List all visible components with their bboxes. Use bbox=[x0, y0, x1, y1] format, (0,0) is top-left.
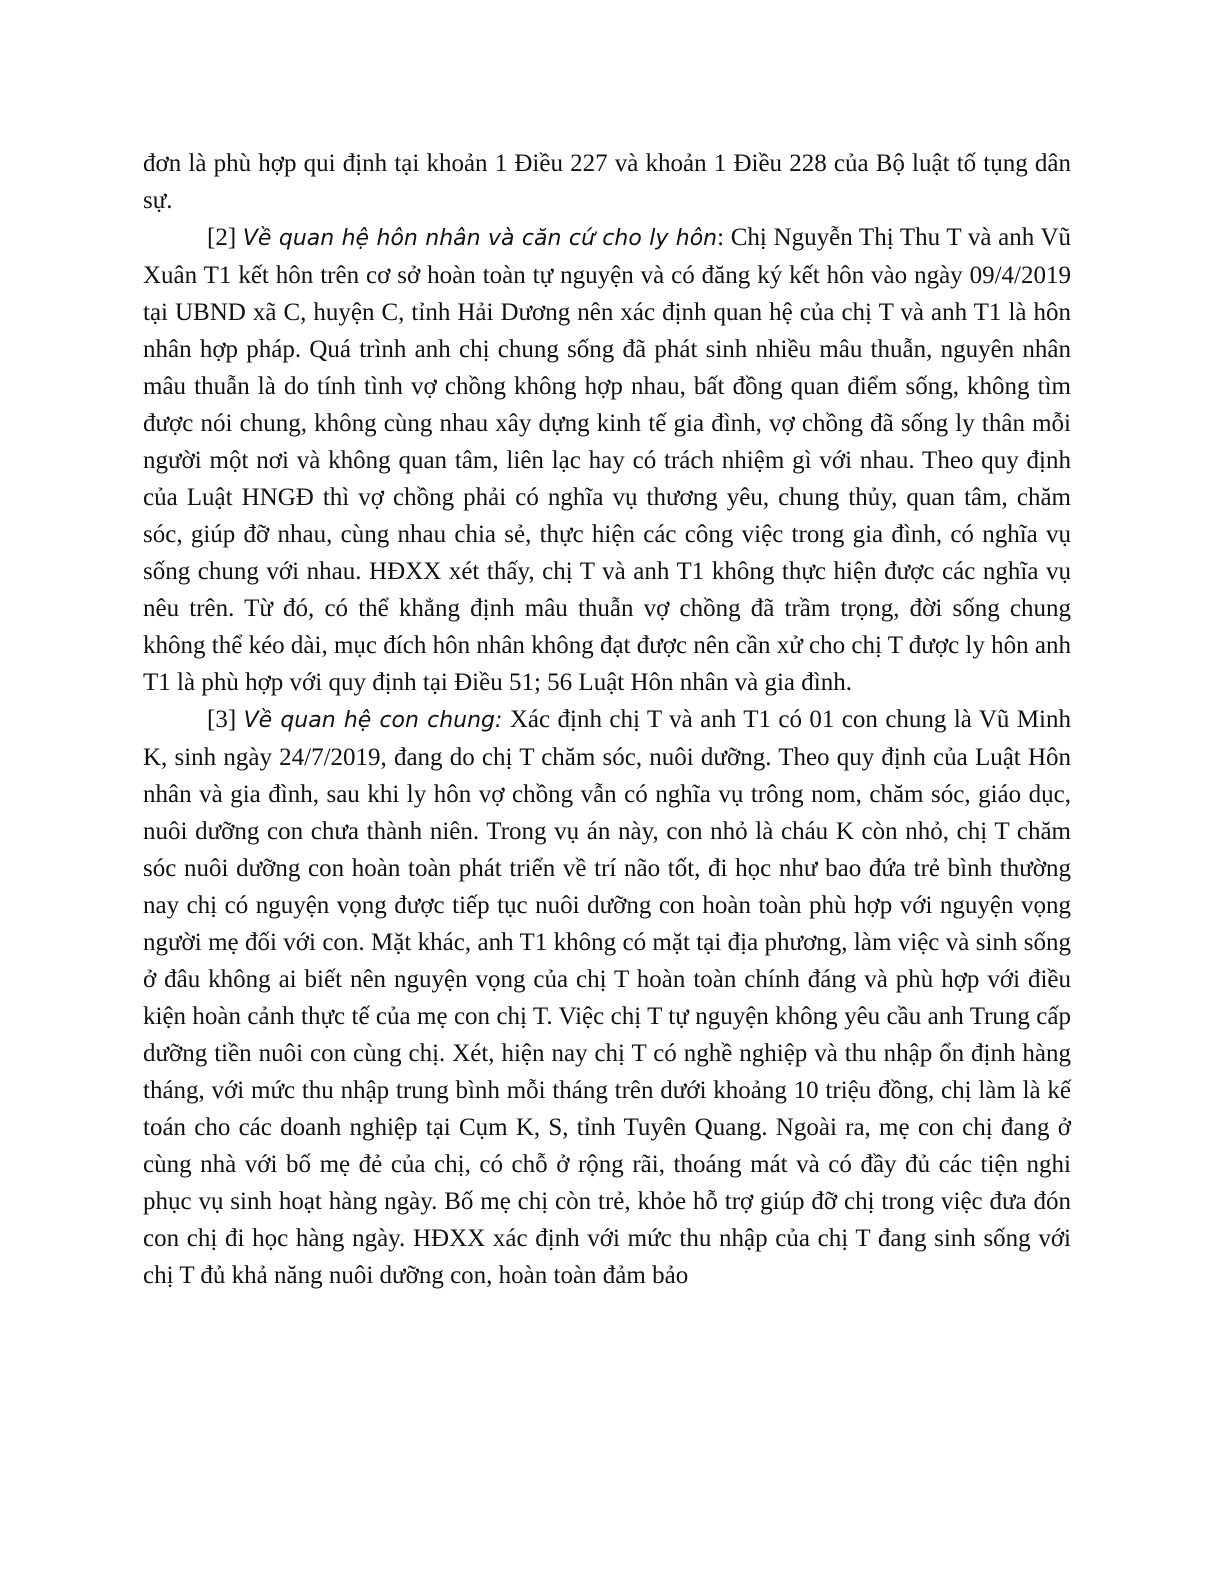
paragraph-number: [3] bbox=[207, 706, 237, 733]
paragraph-text: Xác định chị T và anh T1 có 01 con chung là Vũ Minh K, sinh ngày 24/7/2019, đang do chị T chăm sóc, nuôi dưỡng. Theo quy định của Luật Hôn nhân và gia đình, sau khi ly hôn vợ chồng vẫn có nghĩa vụ trông nom, chăm sóc, giáo dục, nuôi dưỡng con chưa thành niên. Trong vụ án này, con nhỏ là cháu K còn nhỏ, chị T chăm sóc nuôi dưỡng con hoàn toàn phát triển về trí não tốt, đi học như bao đứa trẻ bình thường nay chị có nguyện vọng được tiếp tục nuôi dưỡng con hoàn toàn phù hợp với nguyện vọng người mẹ đối với con. Mặt khác, anh T1 không có mặt tại địa phương, làm việc và sinh sống ở đâu không ai biết nên nguyện vọng của chị T hoàn toàn chính đáng và phù hợp với điều kiện hoàn cảnh thực tế của mẹ con chị T. Việc chị T tự nguyện không yêu cầu anh Trung cấp dưỡng tiền nuôi con cùng chị. Xét, hiện nay chị T có nghề nghiệp và thu nhập ổn định hàng tháng, với mức thu nhập trung bình mỗi tháng trên dưới khoảng 10 triệu đồng, chị làm là kế toán cho các doanh nghiệp tại Cụm K, S, tỉnh Tuyên Quang. Ngoài ra, mẹ con chị đang ở cùng nhà với bố mẹ đẻ của chị, có chỗ ở rộng rãi, thoáng mát và có đầy đủ các tiện nghi phục vụ sinh hoạt hàng ngày. Bố mẹ chị còn trẻ, khỏe hỗ trợ giúp đỡ chị trong việc đưa đón con chị đi học hàng ngày. HĐXX xác định với mức thu nhập của chị T đang sinh sống với chị T đủ khả năng nuôi dưỡng con, hoàn toàn đảm bảo bbox=[143, 706, 1071, 1289]
document-body bbox=[143, 145, 1071, 1294]
paragraph-common-child bbox=[143, 701, 1071, 1294]
paragraph-continuation bbox=[143, 145, 1071, 219]
paragraph-number: [2] bbox=[207, 224, 237, 251]
section-heading: Về quan hệ con chung: bbox=[243, 708, 503, 733]
paragraph-text: : Chị Nguyễn Thị Thu T và anh Vũ Xuân T1 kết hôn trên cơ sở hoàn toàn tự nguyện và có đăng ký kết hôn vào ngày 09/4/2019 tại UBND xã C, huyện C, tỉnh Hải Dương nên xác định quan hệ của chị T và anh T1 là hôn nhân hợp pháp. Quá trình anh chị chung sống đã phát sinh nhiều mâu thuẫn, nguyên nhân mâu thuẫn là do tính tình vợ chồng không hợp nhau, bất đồng quan điểm sống, không tìm được nói chung, không cùng nhau xây dựng kinh tế gia đình, vợ chồng đã sống ly thân mỗi người một nơi và không quan tâm, liên lạc hay có trách nhiệm gì với nhau. Theo quy định của Luật HNGĐ thì vợ chồng phải có nghĩa vụ thương yêu, chung thủy, quan tâm, chăm sóc, giúp đỡ nhau, cùng nhau chia sẻ, thực hiện các công việc trong gia đình, có nghĩa vụ sống chung với nhau. HĐXX xét thấy, chị T và anh T1 không thực hiện được các nghĩa vụ nêu trên. Từ đó, có thể khẳng định mâu thuẫn vợ chồng đã trầm trọng, đời sống chung không thể kéo dài, mục đích hôn nhân không đạt được nên cần xử cho chị T được ly hôn anh T1 là phù hợp với quy định tại Điều 51; 56 Luật Hôn nhân và gia đình. bbox=[143, 224, 1072, 696]
paragraph-marriage-relation bbox=[143, 219, 1071, 701]
paragraph-text: đơn là phù hợp qui định tại khoản 1 Điều 227 và khoản 1 Điều 228 của Bộ luật tố tụng dân sự. bbox=[143, 150, 1071, 214]
section-heading: Về quan hệ hôn nhân và căn cứ cho ly hôn bbox=[242, 226, 718, 251]
